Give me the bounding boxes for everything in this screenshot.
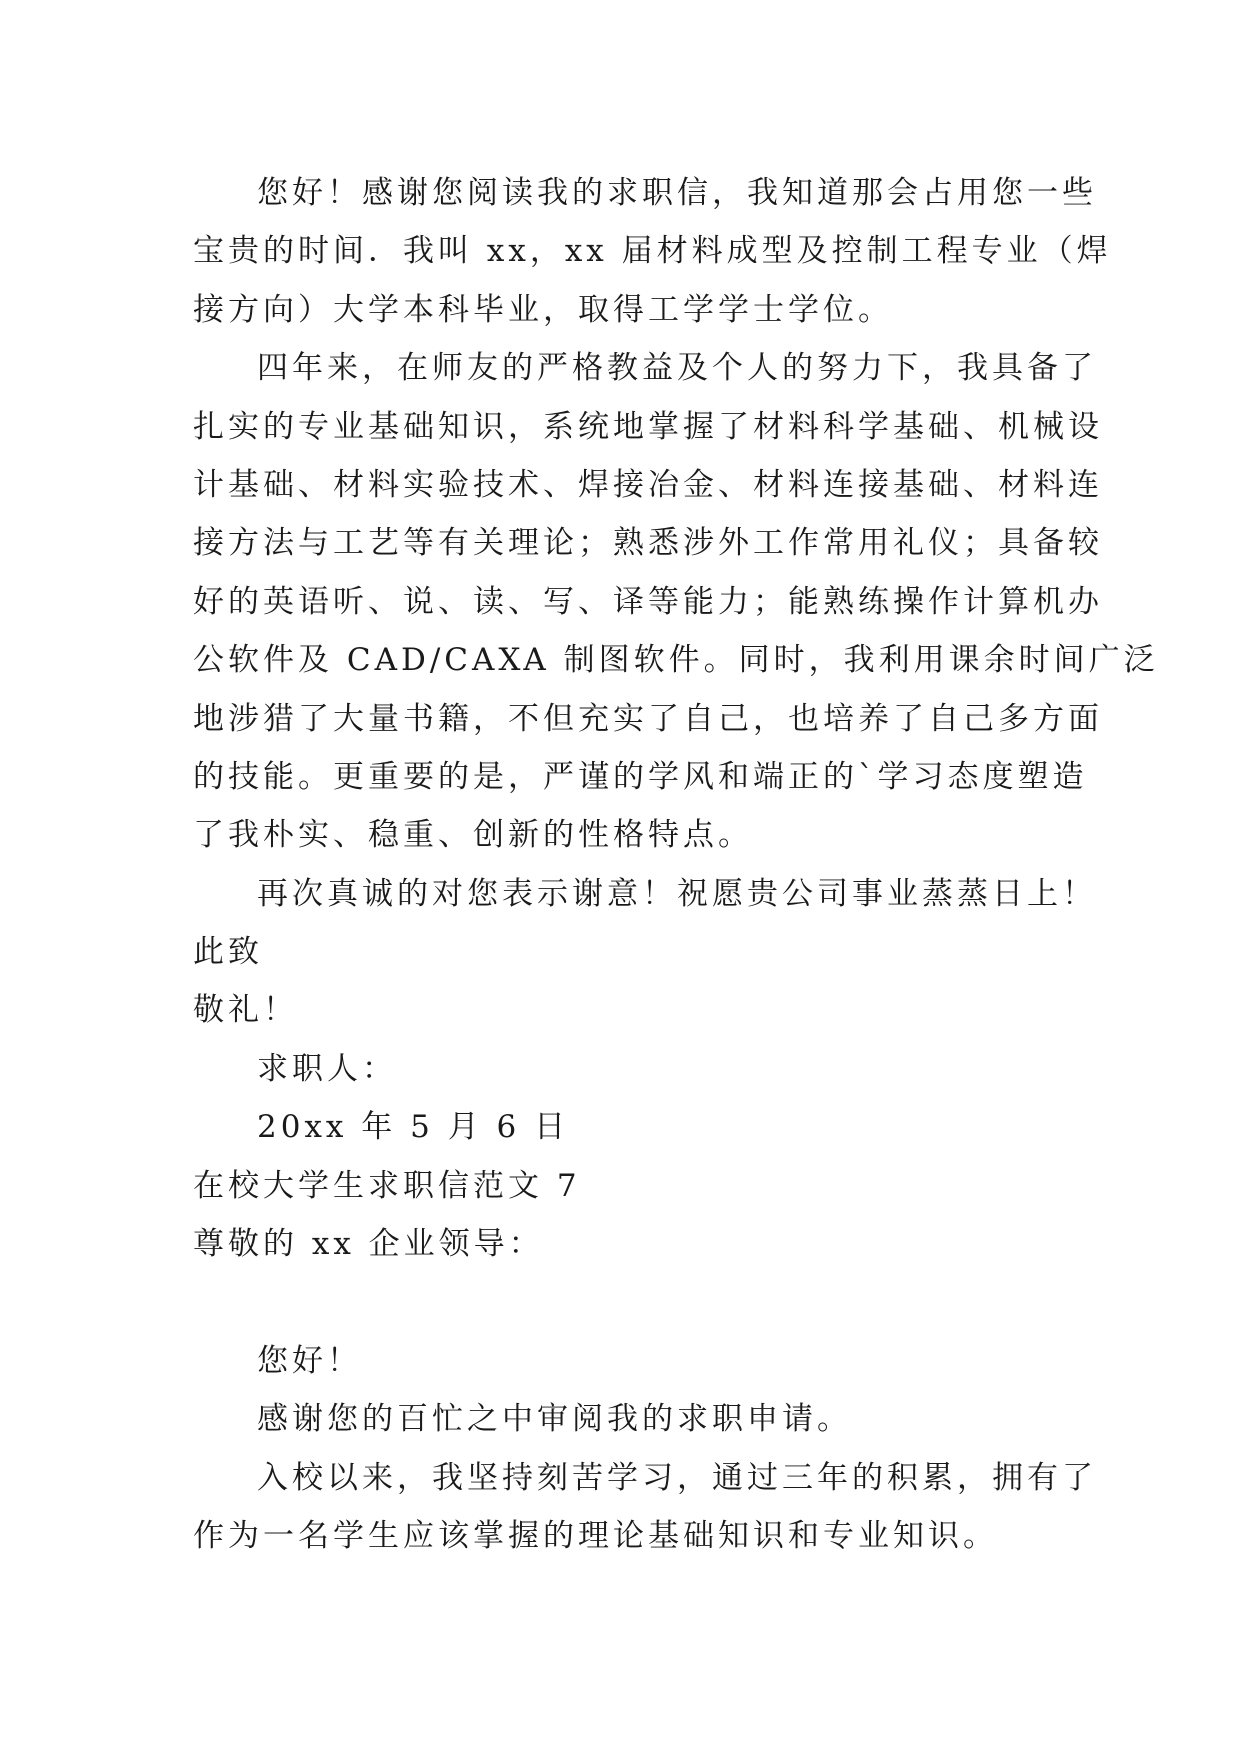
letter-one-p2-line-6: 公软件及 CAD/CAXA 制图软件。同时，我利用课余时间广泛 [193,642,1159,679]
letter-one-p2-line-4: 接方法与工艺等有关理论；熟悉涉外工作常用礼仪；具备较 [193,525,1103,562]
letter-one-p1-line-3: 接方向）大学本科毕业，取得工学学士学位。 [193,291,893,328]
letter-one-p2-line-8: 的技能。更重要的是，严谨的学风和端正的`学习态度塑造 [193,758,1088,795]
letter-two-p1-line-2: 作为一名学生应该掌握的理论基础知识和专业知识。 [193,1517,998,1554]
letter-one-p1-line-1: 您好！感谢您阅读我的求职信，我知道那会占用您一些 [257,175,1097,211]
letter-one-p2-line-2: 扎实的专业基础知识，系统地掌握了材料科学基础、机械设 [193,408,1103,445]
letter-body [193,164,1159,1565]
letter-one-p2-line-7: 地涉猎了大量书籍，不但充实了自己，也培养了自己多方面 [193,700,1103,737]
letter-one-p2-line-5: 好的英语听、说、读、写、译等能力；能熟练操作计算机办 [193,583,1103,620]
blank-line [193,1273,1065,1331]
letter-one-p2-line-3: 计基础、材料实验技术、焊接冶金、材料连接基础、材料连 [193,466,1103,503]
salutation-jing-li: 敬礼！ [193,992,298,1029]
closing-wish: 再次真诚的对您表示谢意！祝愿贵公司事业蒸蒸日上！ [257,875,1097,912]
signer-label: 求职人： [257,1050,397,1087]
letter-one-p2-line-9: 了我朴实、稳重、创新的性格特点。 [193,817,753,854]
letter-two-p1-line-1: 入校以来，我坚持刻苦学习，通过三年的积累，拥有了 [257,1459,1097,1496]
letter-one-p1-line-2: 宝贵的时间．我叫 xx，xx 届材料成型及控制工程专业（焊 [193,233,1112,270]
thanks-line: 感谢您的百忙之中审阅我的求职申请。 [257,1401,852,1438]
greeting: 您好！ [257,1342,362,1379]
salutation-ci-zhi: 此致 [193,934,263,971]
section-title: 在校大学生求职信范文 7 [193,1167,581,1204]
letter-date: 20xx 年 5 月 6 日 [257,1109,570,1146]
addressee: 尊敬的 xx 企业领导： [193,1226,544,1263]
letter-one-p2-line-1: 四年来，在师友的严格教益及个人的努力下，我具备了 [257,350,1097,387]
